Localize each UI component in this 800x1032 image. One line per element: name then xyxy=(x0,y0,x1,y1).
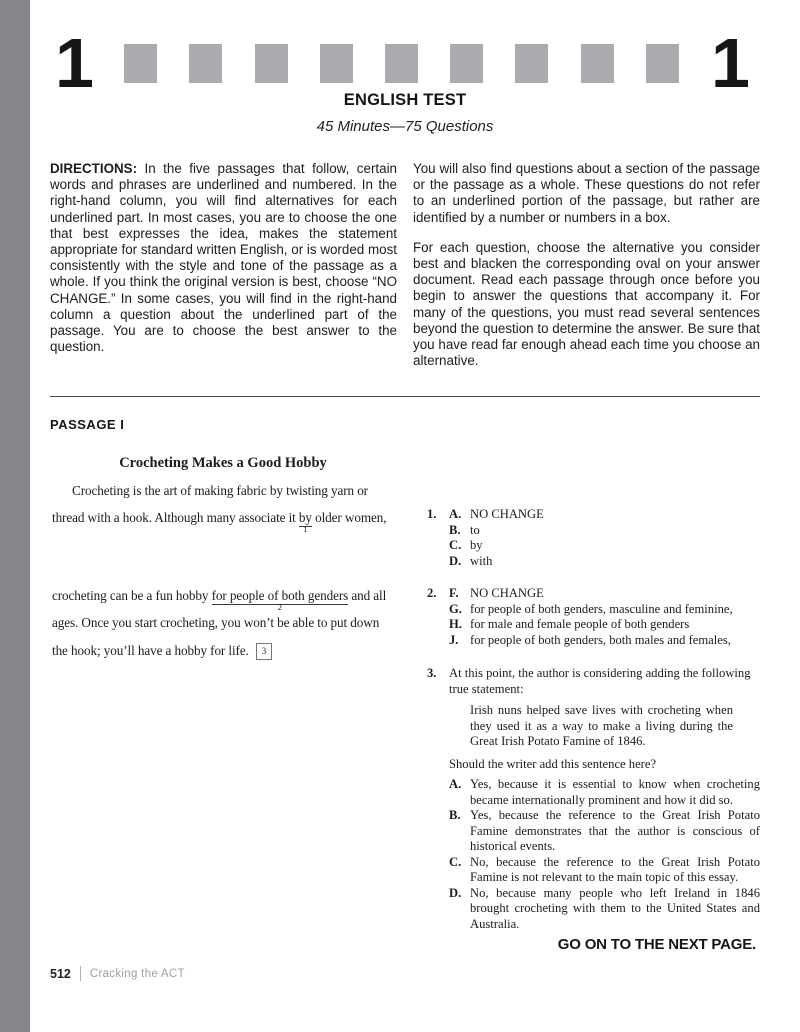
option-letter: D. xyxy=(449,553,462,568)
option-letter: C. xyxy=(449,538,462,552)
directions-label: DIRECTIONS: xyxy=(50,161,138,176)
header-square xyxy=(385,44,418,83)
option-row xyxy=(427,777,760,808)
underline-number: 2 xyxy=(277,602,282,612)
question-number: 2. xyxy=(427,586,437,600)
go-on-instruction: GO ON TO THE NEXT PAGE. xyxy=(557,936,756,953)
option-row xyxy=(427,633,760,649)
option-row xyxy=(427,617,760,633)
header-square xyxy=(450,44,483,83)
directions-left-column xyxy=(50,161,397,355)
option-text: No, because the reference to the Great Irish Potato Famine is not relevant to the main topic of this essay. xyxy=(470,854,760,884)
header-square xyxy=(581,44,614,83)
directions-left-text: In the five passages that follow, certain words and phrases are underlined and numbered. In the right-hand column, you will find alternatives for each underlined part. In most cases, you are to choose the one that best expresses the idea, makes the statement appropriate for standard written English, or is worded most consistently with the style and tone of the passage as a whole. If you think the original version is best, choose “NO CHANGE.” In some cases, you will find in the right-hand column a question about the underlined part of the passage. You are to choose the best answer to the question. xyxy=(50,161,397,355)
option-row xyxy=(427,808,760,855)
option-row xyxy=(427,602,760,618)
directions-right-paragraph-2: For each question, choose the alternative you consider best and blacken the corresponding oval on your answer document. Read each passage through once before you begin to answer the questions that accompany it. For many of the questions, you must read several sentences beyond the question to determine the answer. Be sure that you have read far enough ahead each time you choose an alternative. xyxy=(413,239,760,369)
question-stem-row xyxy=(427,666,760,697)
option-row xyxy=(427,886,760,933)
section-number-right: 1 xyxy=(710,24,748,102)
question-number: 3. xyxy=(427,666,437,680)
footer-divider xyxy=(80,966,81,981)
option-letter: D. xyxy=(449,885,462,900)
directions-right-paragraph-1: You will also find questions about a section of the passage or the passage as a whole. These questions do not refer to an underlined portion of the passage, but rather are identified by a number or numbers in a box. xyxy=(413,161,760,225)
option-row xyxy=(427,554,760,570)
underlined-text: for people of both genders xyxy=(211,588,349,603)
option-text: for male and female people of both genders xyxy=(470,617,690,631)
test-title: ENGLISH TEST xyxy=(343,91,467,109)
question-1 xyxy=(427,507,760,569)
underline-number: 1 xyxy=(303,524,308,534)
header-square xyxy=(124,44,157,83)
option-letter: F. xyxy=(449,586,459,600)
question-quote: Irish nuns helped save lives with crocheting when they used it as a way to make a living during the Great Irish Potato Famine of 1846. xyxy=(470,703,733,748)
page-number: 512 xyxy=(50,966,71,981)
section-divider xyxy=(50,396,760,397)
option-row xyxy=(427,855,760,886)
option-letter: H. xyxy=(449,617,462,631)
underlined-phrase xyxy=(211,588,349,612)
option-row xyxy=(427,507,760,523)
passage-line xyxy=(52,510,387,534)
question-subquestion: Should the writer add this sentence here? xyxy=(449,756,657,771)
option-text: with xyxy=(470,553,493,568)
option-text: for people of both genders, masculine and feminine, xyxy=(470,601,733,616)
passage-text: the hook; you’ll have a hobby for life. xyxy=(52,643,249,658)
boxed-question-number: 3 xyxy=(256,643,272,660)
option-text: Yes, because the reference to the Great Irish Potato Famine demonstrates that the author is conscious of historical events. xyxy=(470,808,760,853)
header-square xyxy=(320,44,353,83)
option-text: No, because many people who left Ireland in 1846 brought crocheting with them to the United States and Australia. xyxy=(470,885,760,931)
option-letter: J. xyxy=(449,632,459,647)
option-text: NO CHANGE xyxy=(470,586,544,600)
header-square xyxy=(255,44,288,83)
option-text: to xyxy=(470,522,480,537)
header-square xyxy=(515,44,548,83)
page-edge-shadow xyxy=(0,0,30,1032)
question-stem: At this point, the author is considering adding the following true statement: xyxy=(449,666,751,696)
directions-right-column xyxy=(413,161,760,369)
section-number-left: 1 xyxy=(55,24,92,102)
test-duration: 45 Minutes—75 Questions xyxy=(316,118,494,135)
option-letter: B. xyxy=(449,808,461,822)
question-3 xyxy=(427,666,760,932)
book-title: Cracking the ACT xyxy=(89,967,185,980)
option-letter: A. xyxy=(449,777,462,791)
option-text: Yes, because it is essential to know when crocheting became internationally prominent and how it did so. xyxy=(470,777,760,807)
underlined-text: by xyxy=(298,510,312,525)
passage-text: and all xyxy=(348,588,387,603)
option-text: for people of both genders, both males and females, xyxy=(470,632,731,647)
passage-text: thread with a hook. Although many associate it xyxy=(52,510,299,525)
passage-line xyxy=(52,643,272,660)
passage-line: ages. Once you start crocheting, you won’t be able to put down xyxy=(52,615,380,630)
option-row xyxy=(427,586,760,602)
passage-text: older women, xyxy=(311,510,387,525)
header-square xyxy=(646,44,679,83)
option-row xyxy=(427,523,760,539)
header-square xyxy=(189,44,222,83)
page-footer xyxy=(50,966,185,981)
option-letter: A. xyxy=(449,507,462,521)
passage-line: Crocheting is the art of making fabric by twisting yarn or xyxy=(72,483,368,498)
passage-title: Crocheting Makes a Good Hobby xyxy=(119,455,327,471)
option-letter: G. xyxy=(449,601,462,616)
option-letter: C. xyxy=(449,854,462,869)
passage-line xyxy=(52,588,387,612)
passage-text: crocheting can be a fun hobby xyxy=(52,588,212,603)
option-letter: B. xyxy=(449,522,461,537)
passage-label: PASSAGE I xyxy=(50,417,125,432)
question-number: 1. xyxy=(427,507,437,521)
option-text: by xyxy=(470,538,483,552)
question-2 xyxy=(427,586,760,648)
option-text: NO CHANGE xyxy=(470,507,544,521)
underlined-phrase xyxy=(298,510,312,534)
option-row xyxy=(427,538,760,554)
